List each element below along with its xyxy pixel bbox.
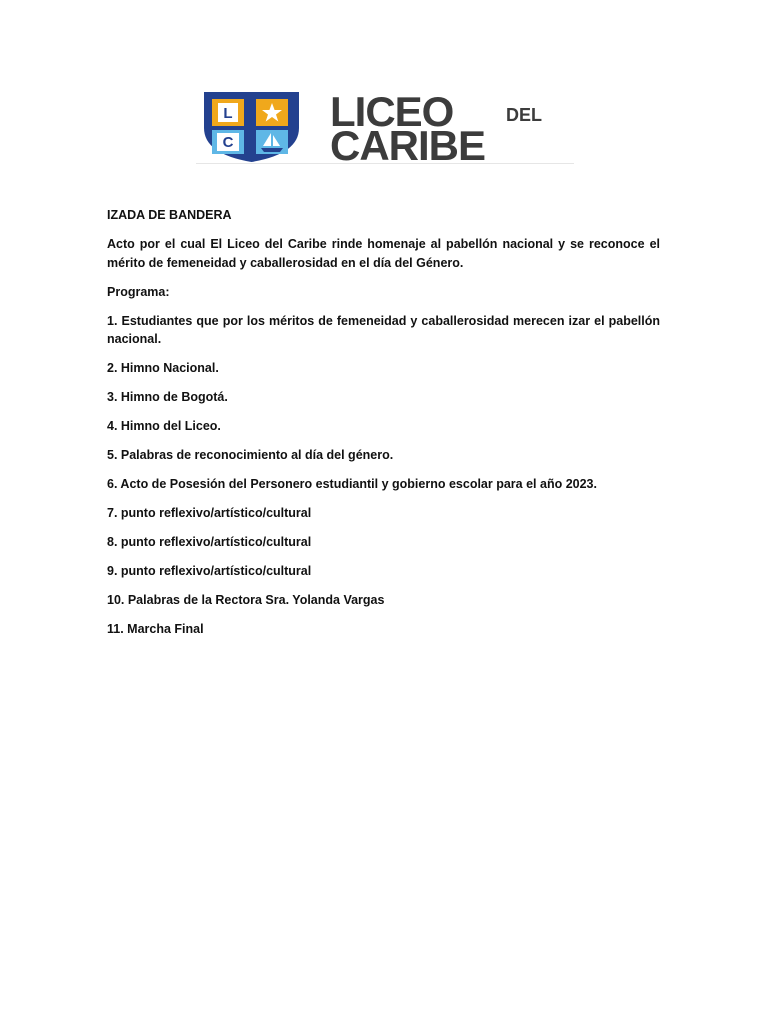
wordmark-liceo: LICEO <box>330 88 454 135</box>
program-item: 6. Acto de Posesión del Personero estudiantil y gobierno escolar para el año 2023. <box>107 477 597 491</box>
wordmark-del: DEL <box>506 105 542 125</box>
program-item: 11. Marcha Final <box>107 622 204 636</box>
program-item: 2. Himno Nacional. <box>107 361 219 375</box>
program-item: 8. punto reflexivo/artístico/cultural <box>107 535 312 549</box>
program-item: 3. Himno de Bogotá. <box>107 390 228 404</box>
crest-letter-l: L <box>223 105 233 122</box>
program-item: 9. punto reflexivo/artístico/cultural <box>107 564 312 578</box>
program-item: 1. Estudiantes que por los méritos de femeneidad y caballerosidad merecen izar el pabellón nacional. <box>107 313 660 346</box>
document-body <box>107 206 660 649</box>
program-item: 5. Palabras de reconocimiento al día del género. <box>107 448 394 462</box>
crest-shield-icon <box>204 92 299 162</box>
intro-paragraph: Acto por el cual El Liceo del Caribe rinde homenaje al pabellón nacional y se reconoce el mérito de femeneidad y caballerosidad en el día del Género. <box>107 237 660 270</box>
crest-letter-c: C <box>222 134 234 151</box>
program-item: 4. Himno del Liceo. <box>107 419 221 433</box>
school-logo <box>196 84 574 164</box>
document-title: IZADA DE BANDERA <box>107 208 232 222</box>
program-item: 10. Palabras de la Rectora Sra. Yolanda Vargas <box>107 593 385 607</box>
wordmark-caribe: CARIBE <box>330 122 486 164</box>
program-heading: Programa: <box>107 284 170 299</box>
program-list <box>107 312 660 639</box>
program-item: 7. punto reflexivo/artístico/cultural <box>107 506 312 520</box>
